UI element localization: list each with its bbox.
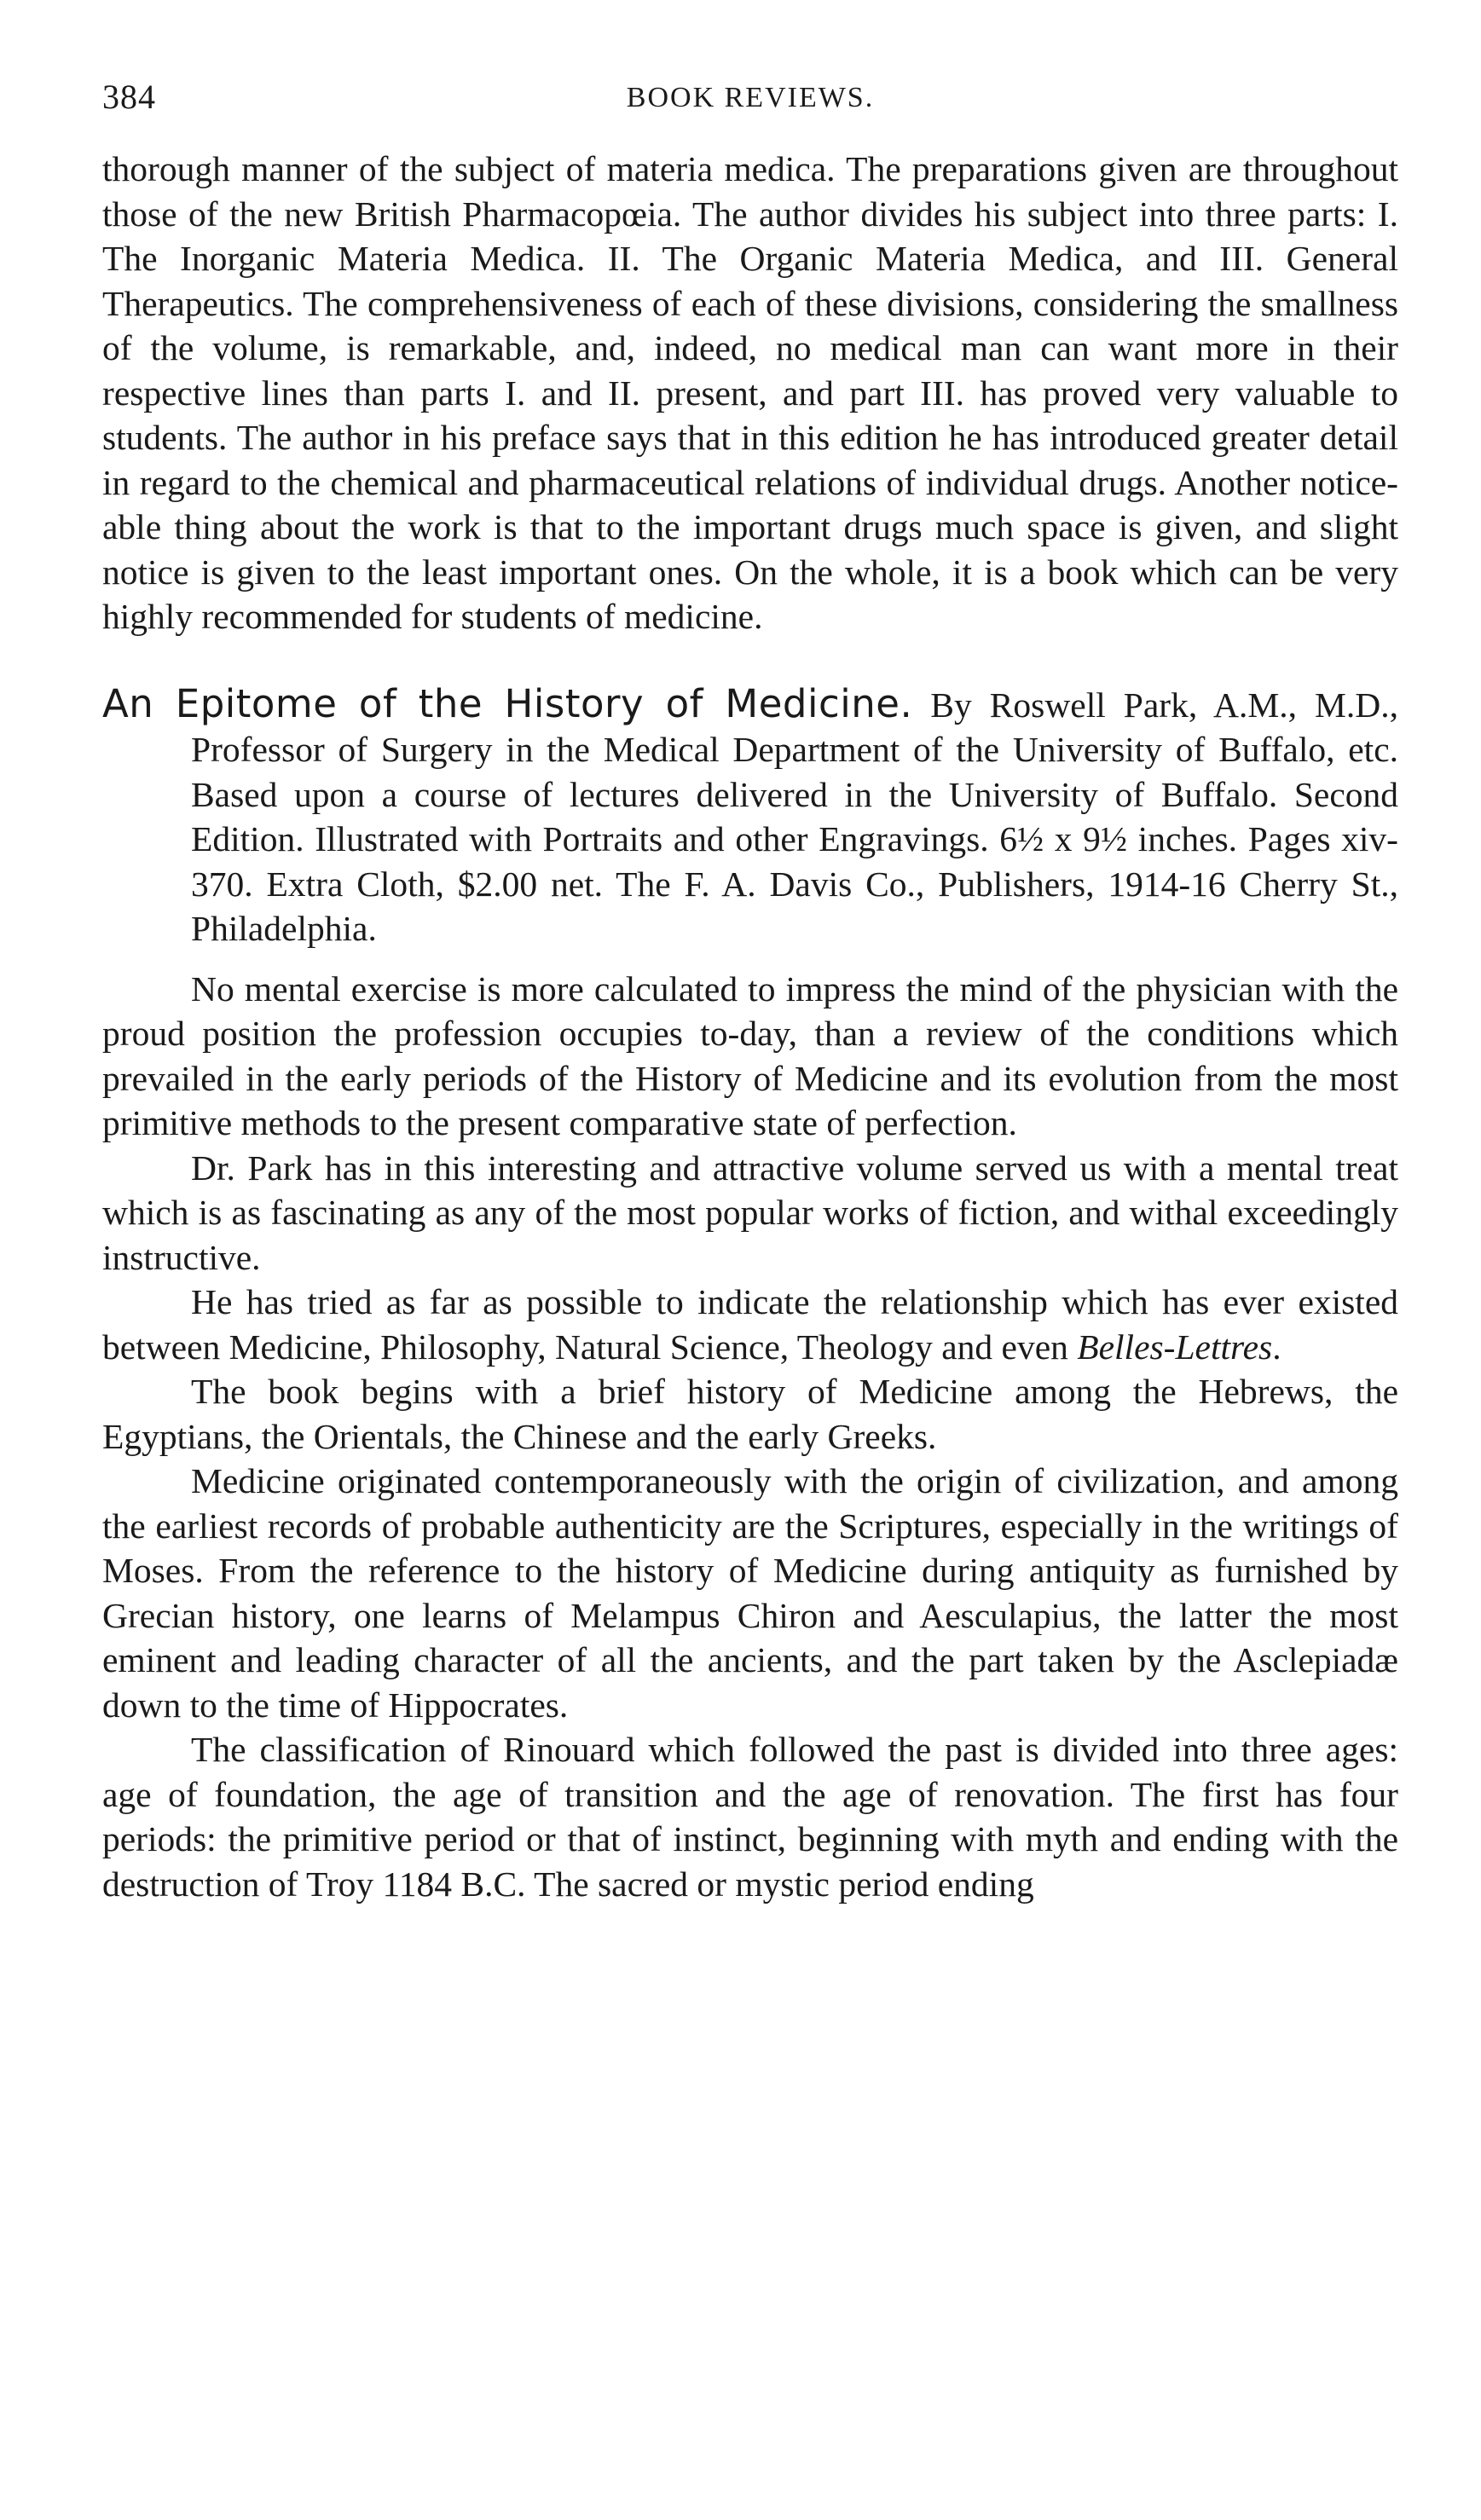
- review-paragraph-3-end: .: [1272, 1326, 1281, 1367]
- review-heading: [102, 682, 1398, 951]
- review-paragraph-3: [102, 1280, 1398, 1369]
- book-page: [102, 77, 1398, 1906]
- review-paragraph-5: Medicine originated contemporaneously with the origin of civilization, and among the earliest records of probable authenticity are the Scriptures, especially in the writings of Moses. From the reference to the history of Medicine during antiquity as furnished by Grecian history, one learns of Melampus Chiron and Aesculapius, the latter the most eminent and leading character of all the ancients, and the part taken by the Asclepiadæ down to the time of Hippocrates.: [102, 1461, 1398, 1725]
- running-head: [102, 77, 1398, 128]
- review-by: By: [912, 685, 990, 725]
- review-paragraph-3-text: He has tried as far as possible to indicate the relationship which has ever existed between Medicine, Philosophy, Natural Science, Theology and even: [102, 1282, 1398, 1367]
- review-paragraph-3-italic: Belles-Lettres: [1077, 1326, 1273, 1367]
- review-paragraph-4: The book begins with a brief history of Medicine among the Hebrews, the Egyptians, the Orientals, the Chinese and the early Greeks.: [102, 1372, 1398, 1456]
- running-title: BOOK REVIEWS.: [626, 82, 875, 113]
- review-paragraph-6: The classification of Rinouard which followed the past is divided into three ages: age of foundation, the age of transition and the age of renovation. The first has four periods: the primitive period or that of instinct, beginning with myth and ending with the destruction of Troy 1184 B.C. The sacred or mystic period ending: [102, 1730, 1398, 1904]
- review-author-name: Roswell: [989, 685, 1106, 725]
- review-paragraph-1: No mental exercise is more calculated to impress the mind of the physician with the proud position the profession occupies to-day, than a review of the conditions which prevailed in the early periods of the History of Medicine and its evolution from the most primitive methods to the present comparative state of perfection.: [102, 968, 1398, 1142]
- review-book-title: An Epitome of the History of Medicine.: [102, 680, 913, 726]
- review-book-details: Park, A.M., M.D., Professor of Surgery in the Medical Department of the University of Buffalo, etc. Based upon a course of lectures delivered in the University of Buffalo. Second Edition. Illustrated with Portraits and other Engravings. 6½ x 9½ inches. Pages xiv-370. Extra Cloth, $2.00 net. The F. A. Davis Co., Publishers, 1914-16 Cherry St., Philadelphia.: [191, 685, 1398, 948]
- page-number: 384: [102, 78, 156, 116]
- previous-review-continuation: thorough manner of the subject of materia medica. The preparations given are throughout those of the new British Pharmacopœia. The author divides his subject into three parts: I. The Inorganic Materia Medica. II. The Organic Materia Medica, and III. General Therapeutics. The comprehensiveness of each of these divisions, considering the smallness of the volume, is remarkable, and, indeed, no medical man can want more in their respective lines than parts I. and II. present, and part III. has proved very valuable to students. The author in his preface says that in this edition he has introduced greater detail in regard to the chemical and pharmaceutical relations of individual drugs. Another noticeable thing about the work is that to the important drugs much space is given, and slight notice is given to the least important ones. On the whole, it is a book which can be very highly recommended for students of medicine.: [102, 149, 1398, 636]
- review-paragraph-2: Dr. Park has in this interesting and attractive volume served us with a mental treat which is as fascinating as any of the most popular works of fiction, and withal exceedingly instructive.: [102, 1147, 1398, 1277]
